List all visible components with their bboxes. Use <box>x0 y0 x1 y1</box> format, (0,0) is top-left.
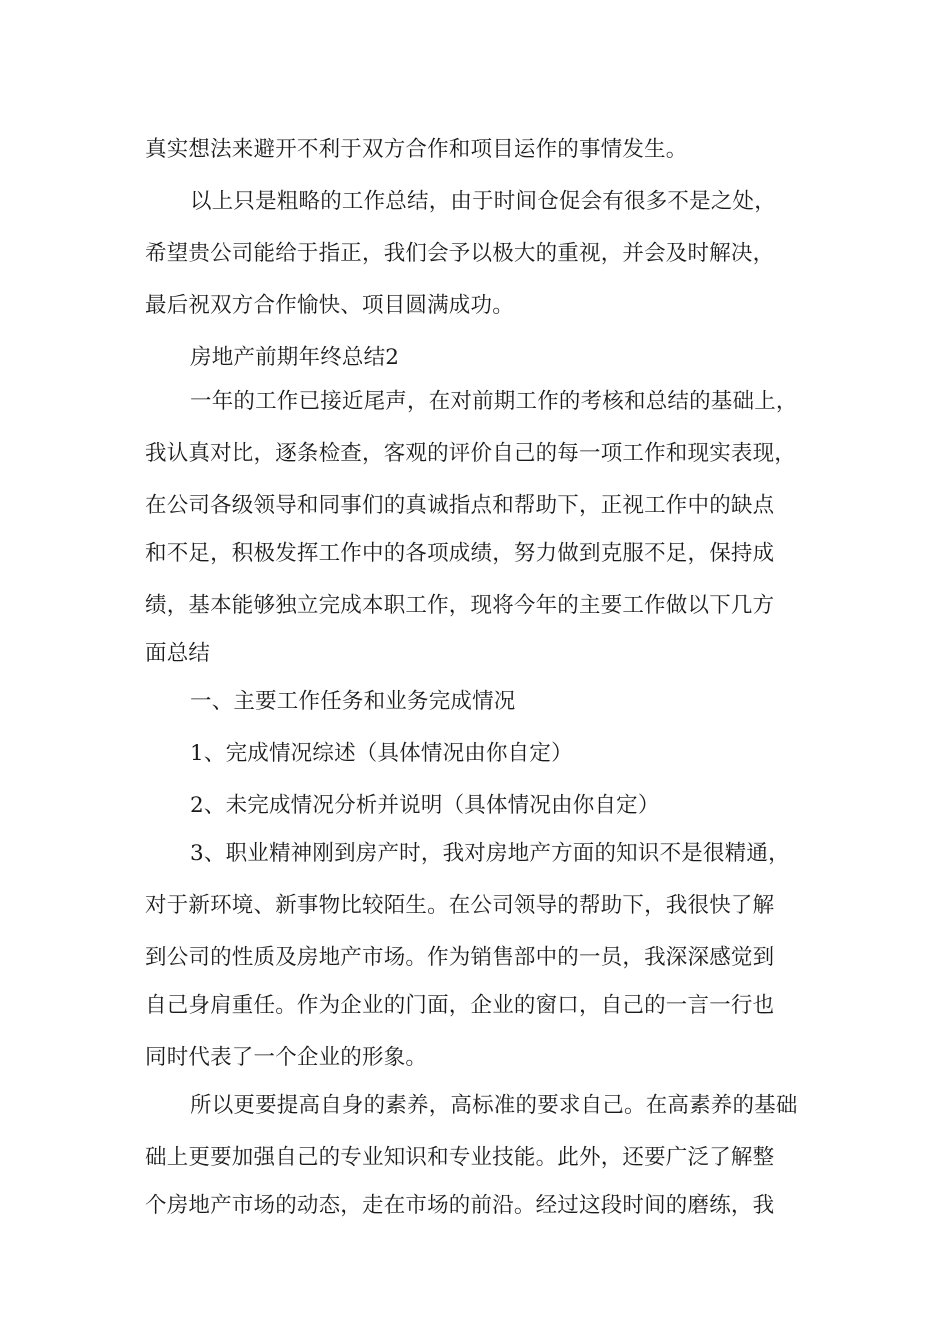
text-line: 希望贵公司能给于指正，我们会予以极大的重视，并会及时解决， <box>145 241 775 266</box>
text-line: 个房地产市场的动态，走在市场的前沿。经过这段时间的磨练，我 <box>145 1193 775 1218</box>
text-line: 和不足，积极发挥工作中的各项成绩，努力做到克服不足，保持成 <box>145 541 775 566</box>
text-line: 面总结 <box>145 641 211 666</box>
text-line: 础上更要加强自己的专业知识和专业技能。此外，还要广泛了解整 <box>145 1145 775 1170</box>
list-item: 1、完成情况综述（具体情况由你自定） <box>190 741 573 766</box>
section-title: 房地产前期年终总结2 <box>190 345 400 370</box>
text-line: 最后祝双方合作愉快、项目圆满成功。 <box>145 293 514 318</box>
paragraph-start: 所以更要提高自身的素养，高标准的要求自己。在高素养的基础 <box>190 1093 798 1118</box>
text-line: 我认真对比，逐条检查，客观的评价自己的每一项工作和现实表现， <box>145 441 797 466</box>
text-line: 自己身肩重任。作为企业的门面，企业的窗口，自己的一言一行也 <box>145 993 775 1018</box>
list-item: 2、未完成情况分析并说明（具体情况由你自定） <box>190 793 660 818</box>
heading-line: 一、主要工作任务和业务完成情况 <box>190 689 516 714</box>
text-line: 绩，基本能够独立完成本职工作，现将今年的主要工作做以下几方 <box>145 593 775 618</box>
text-line: 真实想法来避开不利于双方合作和项目运作的事情发生。 <box>145 137 688 162</box>
text-line: 到公司的性质及房地产市场。作为销售部中的一员，我深深感觉到 <box>145 945 775 970</box>
list-item: 3、职业精神刚到房产时，我对房地产方面的知识不是很精通， <box>190 841 790 866</box>
paragraph-start: 以上只是粗略的工作总结，由于时间仓促会有很多不是之处， <box>190 189 776 214</box>
text-line: 对于新环境、新事物比较陌生。在公司领导的帮助下，我很快了解 <box>145 893 775 918</box>
text-line: 同时代表了一个企业的形象。 <box>145 1045 428 1070</box>
text-line: 在公司各级领导和同事们的真诚指点和帮助下，正视工作中的缺点 <box>145 493 775 518</box>
paragraph-start: 一年的工作已接近尾声，在对前期工作的考核和总结的基础上， <box>190 389 798 414</box>
